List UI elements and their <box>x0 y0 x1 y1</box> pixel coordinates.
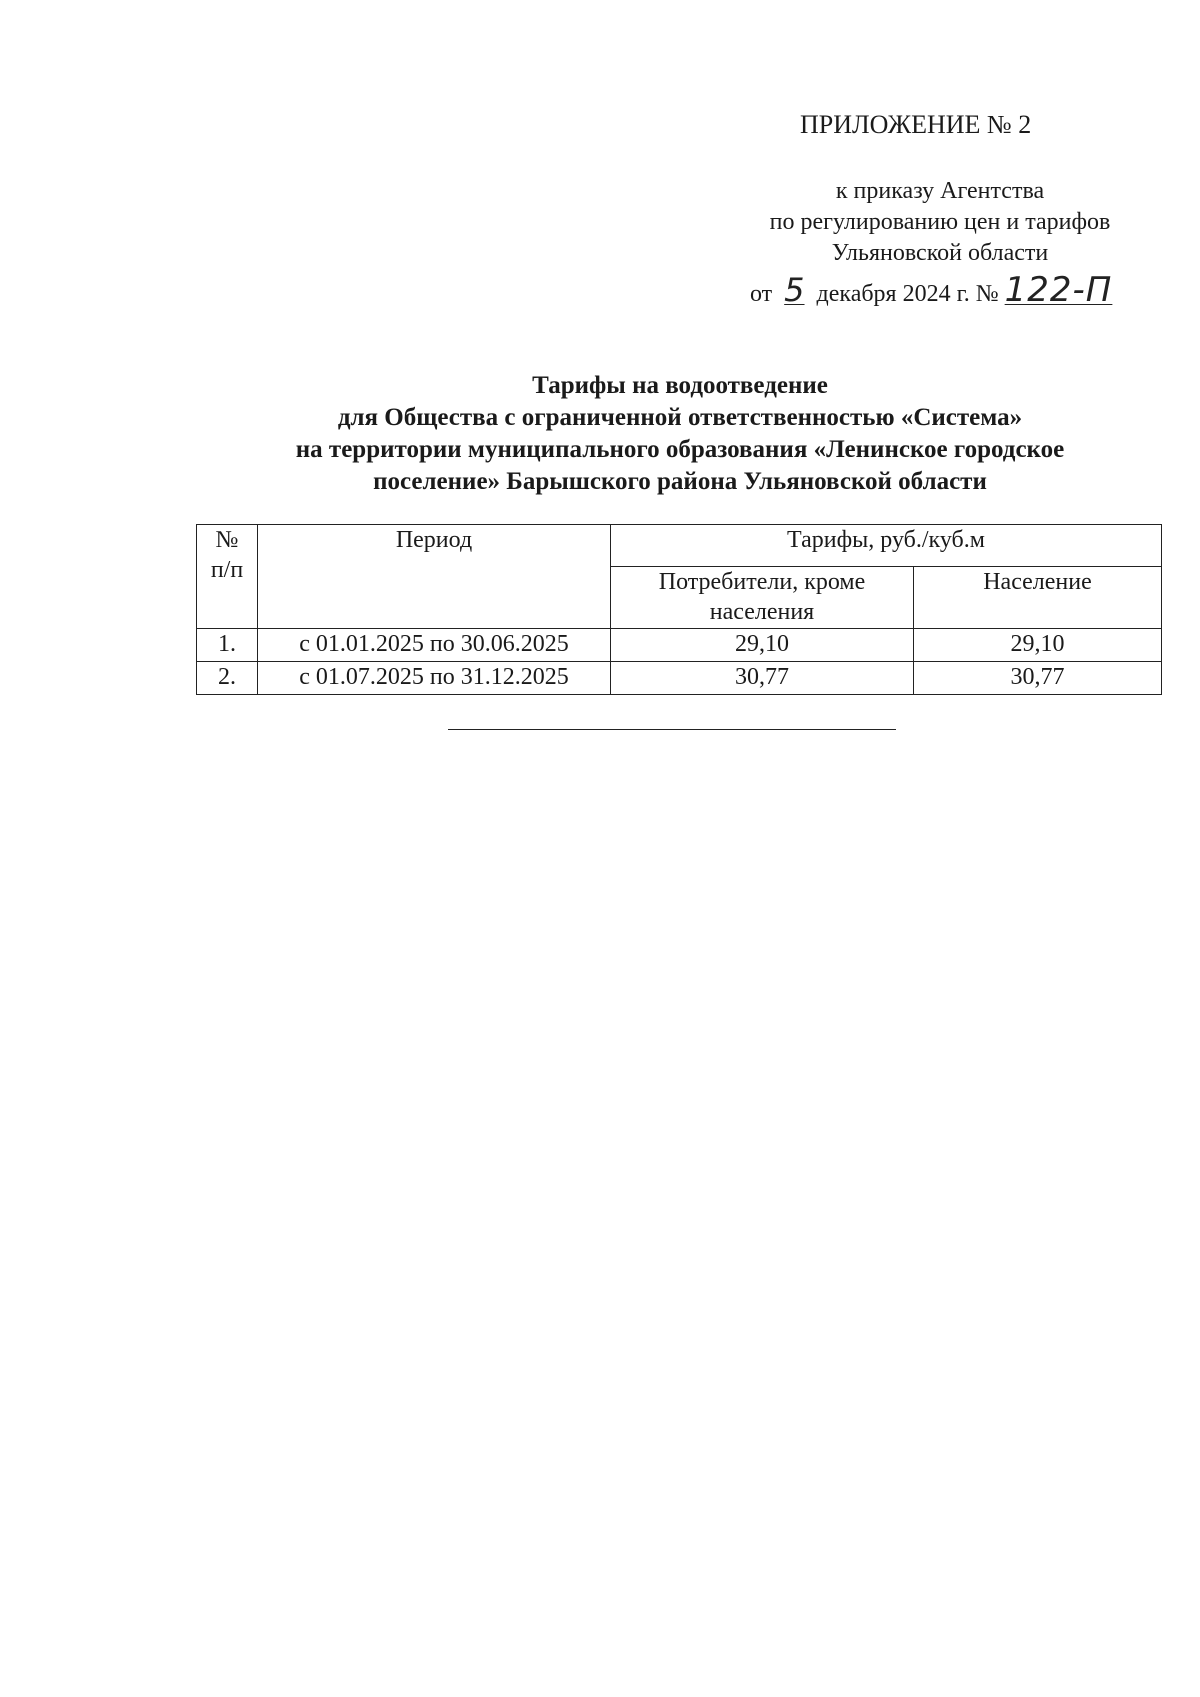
header-consumers: Потребители, кроме населения <box>611 567 914 629</box>
row-period: с 01.01.2025 по 30.06.2025 <box>258 629 611 662</box>
tariff-table <box>196 524 1162 695</box>
row-consumers-tariff: 30,77 <box>611 662 914 695</box>
table-header-row <box>197 525 1162 567</box>
title-line: на территории муниципального образования «Ленинское городское <box>295 436 1065 463</box>
row-population-tariff: 30,77 <box>914 662 1162 695</box>
appendix-line: Ульяновской области <box>831 240 1049 266</box>
table-row <box>197 662 1162 695</box>
title-line: для Общества с ограниченной ответственностью «Система» <box>337 404 1023 431</box>
title-line: поселение» Барышского района Ульяновской области <box>373 468 987 495</box>
handwritten-day: 5 <box>784 271 805 309</box>
document-title <box>180 370 1180 498</box>
appendix-title: ПРИЛОЖЕНИЕ № 2 <box>800 110 1032 139</box>
appendix-line: по регулированию цен и тарифов <box>769 209 1111 235</box>
date-month-year: декабря 2024 г. № <box>816 281 999 307</box>
row-num: 1. <box>197 629 258 662</box>
title-line: Тарифы на водоотведение <box>532 372 828 399</box>
row-period: с 01.07.2025 по 31.12.2025 <box>258 662 611 695</box>
header-population: Население <box>914 567 1162 629</box>
header-num: № п/п <box>197 525 258 629</box>
row-population-tariff: 29,10 <box>914 629 1162 662</box>
appendix-reference <box>700 176 1180 269</box>
handwritten-order-number: 122-П <box>1004 270 1113 310</box>
appendix-line: к приказу Агентства <box>835 178 1045 204</box>
row-num: 2. <box>197 662 258 695</box>
header-period: Период <box>258 525 611 629</box>
table-row <box>197 629 1162 662</box>
date-prefix: от <box>750 281 773 307</box>
header-tariffs: Тарифы, руб./куб.м <box>611 525 1162 567</box>
end-divider <box>448 729 896 730</box>
row-consumers-tariff: 29,10 <box>611 629 914 662</box>
order-date-line <box>750 270 1118 310</box>
